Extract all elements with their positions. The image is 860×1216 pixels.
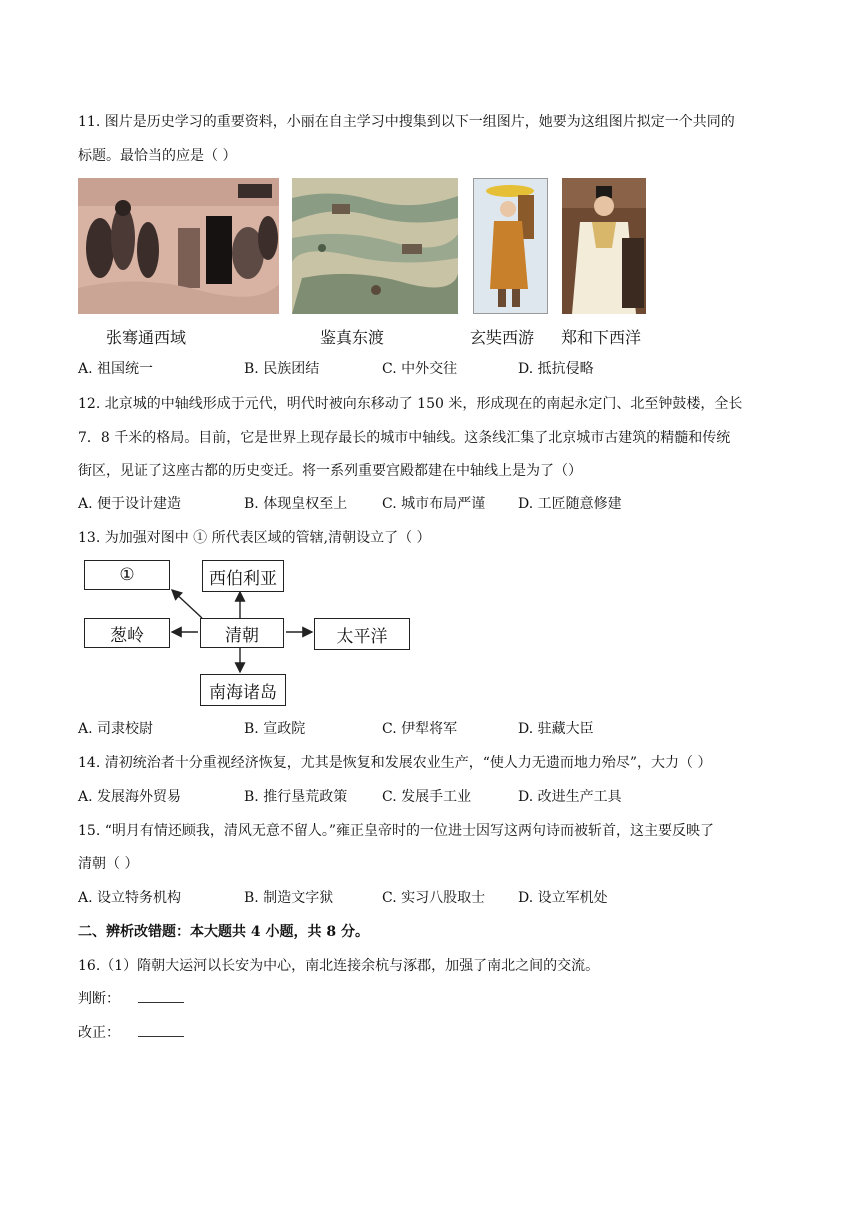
q16-correct-row	[78, 1023, 184, 1043]
q14-text-line1: 14. 清初统治者十分重视经济恢复，尤其是恢复和发展农业生产，“使人力无遗而地力殆尽”，大力（ ）	[78, 755, 712, 771]
xuanzang-image	[473, 178, 548, 314]
q16-judge-blank[interactable]	[138, 990, 184, 1003]
q12-text-line3: 街区，见证了这座古都的历史变迁。将一系列重要宫殿都建在中轴线上是为了（）	[78, 463, 582, 479]
q13-option-c: C. 伊犁将军	[382, 721, 458, 737]
q11-option-b: B. 民族团结	[244, 361, 320, 377]
caption-xuanzang: 玄奘西游	[470, 328, 535, 347]
q11-option-a: A. 祖国统一	[78, 361, 154, 377]
jianzhen-painting-image	[292, 178, 458, 314]
q15-option-a: A. 设立特务机构	[78, 890, 182, 906]
diagram-box-west: 葱岭	[84, 618, 170, 648]
q16-text-line1: 16.（1）隋朝大运河以长安为中心，南北连接余杭与涿郡，加强了南北之间的交流。	[78, 958, 600, 974]
caption-zheng-he: 郑和下西洋	[561, 328, 642, 347]
q13-option-d: D. 驻藏大臣	[518, 721, 594, 737]
zheng-he-image	[562, 178, 646, 314]
q15-option-c: C. 实习八股取士	[382, 890, 486, 906]
q15-option-d: D. 设立军机处	[518, 890, 608, 906]
caption-jianzhen: 鉴真东渡	[320, 328, 385, 347]
q13-option-b: B. 宣政院	[244, 721, 306, 737]
q14-option-c: C. 发展手工业	[382, 789, 472, 805]
q15-text-line1: 15. “明月有情还顾我，清风无意不留人。”雍正皇帝时的一位进士因写这两句诗而被斩首，这主要反映了	[78, 823, 715, 839]
q12-option-c: C. 城市布局严谨	[382, 496, 486, 512]
q14-option-b: B. 推行垦荒政策	[244, 789, 348, 805]
diagram-box-east: 太平洋	[314, 618, 410, 650]
q12-option-b: B. 体现皇权至上	[244, 496, 348, 512]
q13-text-line1: 13. 为加强对图中 ① 所代表区域的管辖,清朝设立了（ ）	[78, 530, 431, 546]
diagram-box-north: 西伯利亚	[202, 560, 284, 592]
q16-judge-label: 判断：	[78, 991, 120, 1007]
diagram-box-south: 南海诸岛	[200, 674, 286, 706]
q16-correct-blank[interactable]	[138, 1024, 184, 1037]
q13-option-a: A. 司隶校尉	[78, 721, 154, 737]
q11-text-line1: 11. 图片是历史学习的重要资料，小丽在自主学习中搜集到以下一组图片，她要为这组图片拟定一个共同的	[78, 114, 735, 130]
q12-option-d: D. 工匠随意修建	[518, 496, 622, 512]
q16-judge-row	[78, 989, 184, 1009]
diagram-box-marker: ①	[84, 560, 170, 590]
q12-text-line2: 7．8 千米的格局。目前，它是世界上现存最长的城市中轴线。这条线汇集了北京城市古建筑的精髓和传统	[78, 430, 731, 446]
q11-option-c: C. 中外交往	[382, 361, 458, 377]
diagram-box-center: 清朝	[200, 618, 284, 648]
section-2-title: 二、辨析改错题：本大题共 4 小题，共 8 分。	[78, 924, 369, 940]
q11-option-d: D. 抵抗侵略	[518, 361, 594, 377]
q12-option-a: A. 便于设计建造	[78, 496, 182, 512]
q12-text-line1: 12. 北京城的中轴线形成于元代，明代时被向东移动了 150 米，形成现在的南起永定门、北至钟鼓楼，全长	[78, 396, 743, 412]
caption-zhang-qian: 张骞通西域	[106, 328, 187, 347]
q14-option-a: A. 发展海外贸易	[78, 789, 182, 805]
q11-text-line2: 标题。最恰当的应是（ ）	[78, 148, 237, 164]
q16-correct-label: 改正：	[78, 1025, 120, 1041]
q14-option-d: D. 改进生产工具	[518, 789, 622, 805]
q15-text-line2: 清朝（ ）	[78, 856, 139, 872]
qing-territory-diagram	[80, 556, 420, 708]
q15-option-b: B. 制造文字狱	[244, 890, 334, 906]
zhang-qian-mural-image	[78, 178, 279, 314]
